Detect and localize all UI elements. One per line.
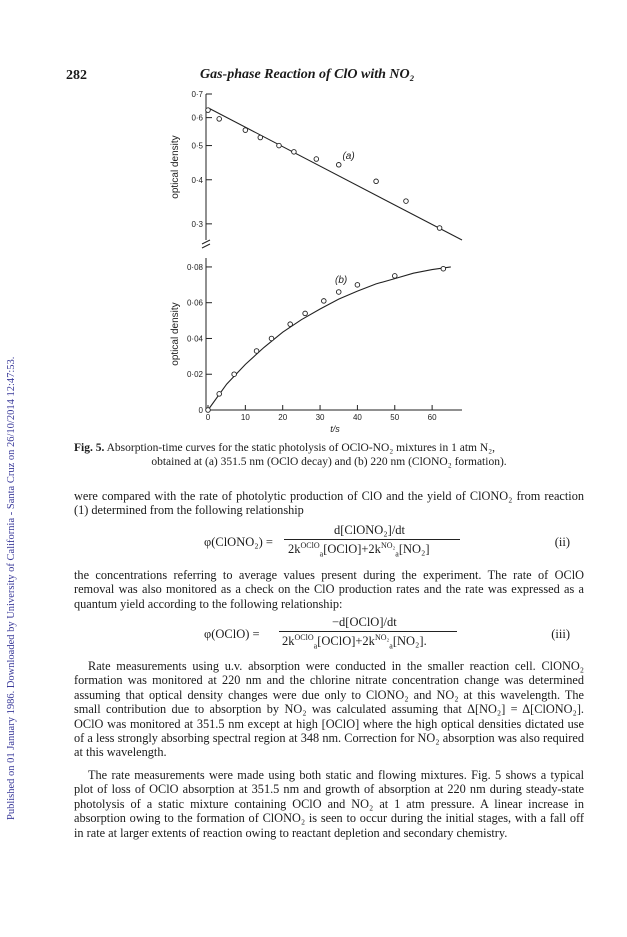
panel-a-y-axis-label: optical density: [170, 135, 181, 199]
side-download-note: [3, 120, 17, 820]
panel-b-data-point: [441, 266, 446, 271]
eq3-denominator: $2k^{OClO}_a[OClO]+2k^{NO_2}_a[NO_2]$.: [282, 633, 427, 651]
panel-b-label: (b): [335, 275, 348, 287]
panel-b-data-point: [206, 408, 211, 413]
panel-a-data-point: [258, 135, 263, 140]
panel-b-curve: [208, 267, 451, 410]
panel-a-y-tick-label: 0·5: [191, 141, 203, 151]
panel-b-y-tick-label: 0·02: [186, 370, 203, 380]
eq3-tag: (iii): [551, 627, 570, 641]
equation-ii: [74, 523, 584, 563]
panel-a-label: (a): [342, 151, 355, 163]
figure-caption: [74, 441, 584, 469]
panel-b-x-tick-label: 60: [427, 413, 437, 422]
panel-b-y-tick-label: 0: [198, 406, 203, 415]
panel-b-data-point: [355, 283, 360, 288]
panel-a-y-tick-label: 0·3: [191, 219, 203, 229]
eq3-fraction-bar: [279, 631, 457, 632]
panel-b-y-tick-label: 0·06: [186, 298, 203, 308]
panel-b-x-tick-label: 50: [390, 413, 400, 422]
figure-5: [150, 88, 480, 448]
eq2-lhs: φ(ClONO₂) =: [204, 535, 273, 549]
paragraph-4: The rate measurements were made using both static and flowing mixtures. Fig. 5 shows a typical plot of loss of OClO absorption at 351.5 nm and growth of absorption at 220 nm during steady-state photolysis of a static mixture containing OClO and NO₂ at 1 atm pressure. A linear increase in absorption owing to the formation of ClONO₂ is seen to occur during the initial stages, with a fall off in rate at larger extents of reaction owing to reactant depletion and secondary chemistry.: [74, 768, 584, 840]
caption-text: Absorption-time curves for the static photolysis of OClO-NO₂ mixtures in 1 atm N₂,: [106, 442, 496, 454]
panel-b-x-axis-label: t/s: [330, 424, 340, 434]
page-number: 282: [66, 68, 87, 83]
panel-b-x-tick-label: 30: [315, 413, 325, 422]
panel-b-data-point: [392, 274, 397, 279]
panel-b-data-point: [321, 299, 326, 304]
eq2-tag: (ii): [554, 535, 570, 549]
panel-b-data-point: [269, 336, 274, 341]
running-title: Gas-phase Reaction of ClO with NO₂: [200, 67, 415, 82]
eq3-lhs: φ(OClO) =: [204, 627, 260, 641]
panel-b-x-tick-label: 0: [205, 413, 211, 422]
panel-b-x-tick-label: 20: [278, 413, 288, 422]
panel-a-data-point: [292, 150, 297, 155]
panel-a-data-point: [243, 128, 248, 133]
panel-a-data-point: [374, 179, 379, 184]
paragraph-2: the concentrations referring to average values present during the experiment. The rate of OClO removal was also monitored as a check on the ClO production rates and the rate was expressed as a quantum yield according to the following relationship:: [74, 568, 584, 611]
panel-b-y-axis-label: optical density: [170, 302, 181, 366]
eq2-denominator: $2k^{OClO}_a[OClO]+2k^{NO_2}_a[NO_2]$: [288, 541, 430, 559]
panel-b-data-point: [232, 372, 237, 377]
panel-b-y-tick-label: 0·04: [186, 334, 203, 344]
panel-b-x-tick-label: 40: [352, 413, 362, 422]
panel-b-data-point: [254, 349, 259, 354]
side-note-text: Published on 01 January 1986. Downloaded by University of California - Santa Cruz on 26/10/2014 12:47:53.: [6, 356, 17, 820]
panel-a-data-point: [336, 163, 341, 168]
eq2-fraction-bar: [284, 539, 460, 540]
panel-a-y-tick-label: 0·6: [191, 113, 203, 123]
equation-iii: [74, 615, 584, 655]
panel-b-data-point: [336, 290, 341, 295]
panel-b-y-tick-label: 0·08: [186, 262, 203, 272]
panel-a-data-point: [404, 199, 409, 204]
panel-a-data-point: [437, 226, 442, 231]
panel-a-data-point: [206, 108, 211, 113]
panel-a-data-point: [217, 117, 222, 122]
panel-b-x-tick-label: 10: [240, 413, 250, 422]
eq3-numerator: −d[OClO]/dt: [332, 615, 397, 629]
panel-a-y-tick-label: 0·7: [191, 90, 203, 99]
panel-b-data-point: [303, 311, 308, 316]
axis-break-mark: [202, 244, 210, 248]
paragraph-1: were compared with the rate of photolytic production of ClO and the yield of ClONO₂ from reaction (1) determined from the following relationship: [74, 489, 584, 518]
panel-a-data-point: [277, 143, 282, 148]
caption-text-line2: obtained at (a) 351.5 nm (OClO decay) and (b) 220 nm (ClONO₂ formation).: [151, 456, 507, 468]
panel-b-data-point: [288, 322, 293, 327]
eq2-numerator: d[ClONO₂]/dt: [334, 523, 406, 537]
axis-break-mark: [202, 240, 210, 244]
caption-label: Fig. 5.: [74, 442, 105, 454]
panel-a-y-tick-label: 0·4: [191, 175, 203, 185]
panel-a-data-point: [314, 157, 319, 162]
panel-b-data-point: [217, 392, 222, 397]
paragraph-3: Rate measurements using u.v. absorption were conducted in the smaller reaction cell. ClONO₂ formation was monitored at 220 nm and the chlorine nitrate concentration change was determined assuming that optical density changes were due only to ClONO₂ and NO₂ at this wavelength. The small contribution due to absorption by NO₂ was calculated assuming that Δ[NO₂] = Δ[ClONO₂]. OClO was monitored at 351.5 nm except at high [OClO] where the high optical densities dictated use of a less strongly absorbing spectral region at 348 nm. Correction for NO₂ absorption was also required at this wavelength.: [74, 659, 584, 760]
figure-svg: [150, 88, 480, 448]
